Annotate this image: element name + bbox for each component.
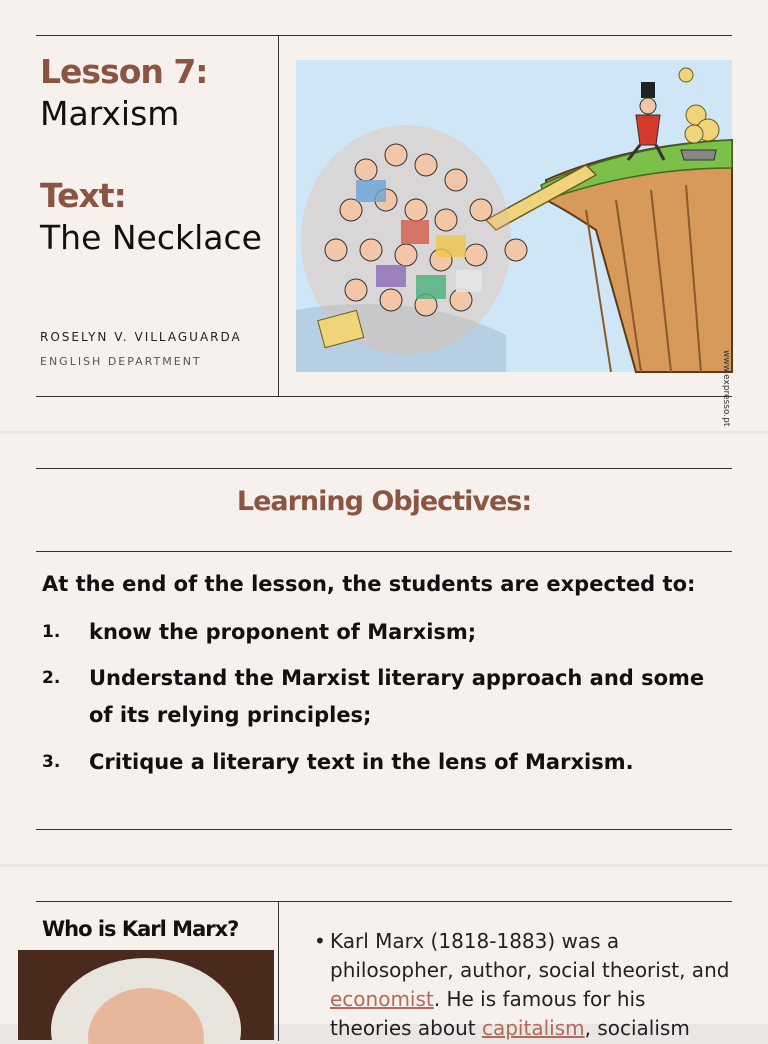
objectives-slide xyxy=(0,434,768,864)
objective-text: Critique a literary text in the lens of Marxism. xyxy=(89,750,634,774)
cartoon-image xyxy=(296,60,732,427)
text-label: Text: xyxy=(40,176,126,215)
cartoon-illustration xyxy=(296,60,732,427)
objective-text: Understand the Marxist literary approach and some of its relying principles; xyxy=(89,666,705,727)
bottom-divider xyxy=(36,396,732,397)
paragraph-text: Karl Marx (1818-1883) was a philosopher, author, social theorist, and xyxy=(330,929,730,982)
vertical-divider xyxy=(278,35,279,397)
cartoon-credit: www.expresso.pt xyxy=(721,350,731,427)
title-divider xyxy=(36,551,732,552)
paragraph-text: . He is famous for his theories about xyxy=(330,987,646,1040)
bullet-marker: • xyxy=(314,929,326,953)
portrait-illustration xyxy=(18,950,274,1040)
objective-number: 3. xyxy=(42,752,61,772)
slide-title: Who is Karl Marx? xyxy=(42,917,239,941)
objective-number: 1. xyxy=(42,622,61,642)
objective-text: know the proponent of Marxism; xyxy=(89,620,477,644)
vertical-divider xyxy=(278,901,279,1041)
karl-marx-slide xyxy=(0,867,768,1040)
title-slide xyxy=(0,0,768,431)
objective-number: 2. xyxy=(42,668,61,688)
author-name: ROSELYN V. VILLAGUARDA xyxy=(40,330,242,344)
top-divider xyxy=(36,901,732,902)
text-title: The Necklace xyxy=(40,218,262,257)
top-divider xyxy=(36,35,732,36)
economist-link[interactable]: economist xyxy=(330,987,434,1011)
objectives-intro: At the end of the lesson, the students are expected to: xyxy=(42,572,696,596)
department-name: ENGLISH DEPARTMENT xyxy=(40,355,202,368)
lesson-label: Lesson 7: xyxy=(40,52,208,91)
karl-marx-photo xyxy=(18,950,274,1040)
objectives-title: Learning Objectives: xyxy=(236,486,532,517)
lesson-title: Marxism xyxy=(40,94,180,133)
bottom-divider xyxy=(36,829,732,830)
capitalism-link[interactable]: capitalism xyxy=(481,1016,585,1040)
top-divider xyxy=(36,468,732,469)
paragraph-text: , socialism xyxy=(584,1016,690,1040)
